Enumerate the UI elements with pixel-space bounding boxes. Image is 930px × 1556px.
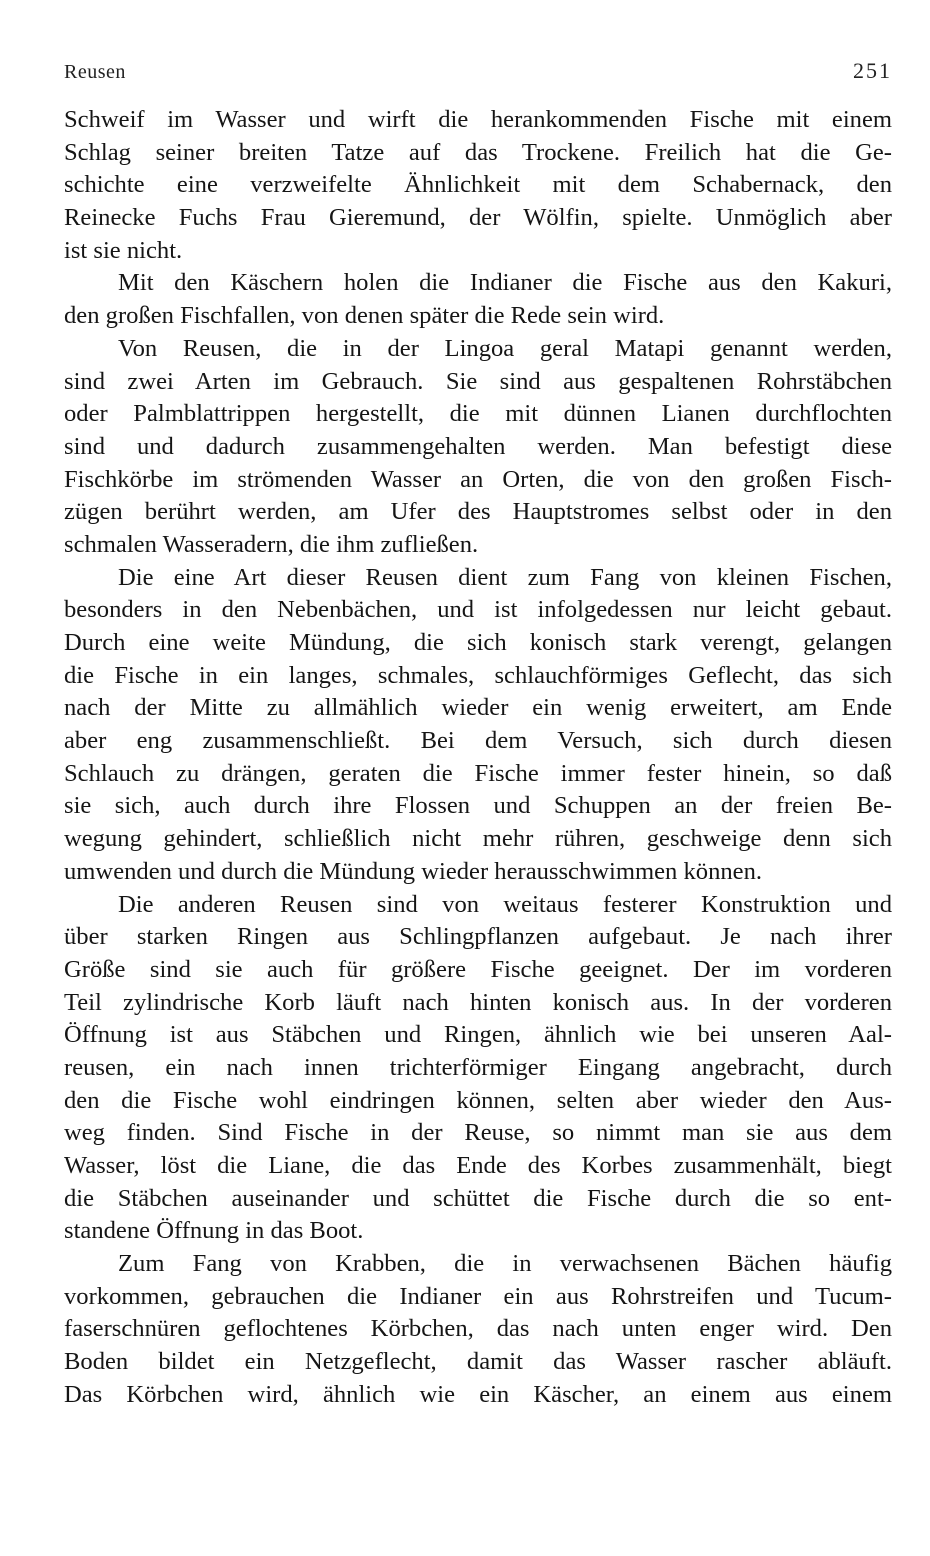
text-line: umwenden und durch die Mündung wieder herausschwimmen können.: [64, 857, 763, 885]
text-line: den die Fische wohl eindringen können, selten aber wieder den Aus-: [64, 1086, 892, 1114]
text-line: über starken Ringen aus Schlingpflanzen aufgebaut. Je nach ihrer: [64, 923, 892, 951]
text-line: den großen Fischfallen, von denen später die Rede sein wird.: [64, 302, 665, 330]
body-text: [64, 104, 892, 1412]
text-line: Schweif im Wasser und wirft die herankommenden Fische mit einem: [64, 106, 892, 133]
text-line: zügen berührt werden, am Ufer des Hauptstromes selbst oder in den: [64, 498, 892, 526]
text-line: Die eine Art dieser Reusen dient zum Fang von kleinen Fischen,: [118, 563, 892, 591]
text-line: Boden bildet ein Netzgeflecht, damit das Wasser rascher abläuft.: [64, 1348, 892, 1376]
text-line: Zum Fang von Krabben, die in verwachsenen Bächen häufig: [118, 1250, 892, 1278]
text-line: Größe sind sie auch für größere Fische geeignet. Der im vorderen: [64, 955, 892, 983]
text-line: Reinecke Fuchs Frau Gieremund, der Wölfin, spielte. Unmöglich aber: [64, 204, 892, 232]
text-line: standene Öffnung in das Boot.: [64, 1217, 364, 1245]
text-line: wegung gehindert, schließlich nicht mehr rühren, geschweige denn sich: [64, 825, 892, 853]
text-line: ist sie nicht.: [64, 236, 183, 264]
text-line: besonders in den Nebenbächen, und ist infolgedessen nur leicht gebaut.: [64, 596, 892, 624]
text-line: reusen, ein nach innen trichterförmiger Eingang angebracht, durch: [64, 1053, 892, 1081]
text-line: die Fische in ein langes, schmales, schlauchförmiges Geflecht, das sich: [64, 661, 892, 689]
text-line: Teil zylindrische Korb läuft nach hinten konisch aus. In der vorderen: [64, 988, 892, 1016]
text-line: sind zwei Arten im Gebrauch. Sie sind aus gespaltenen Rohrstäbchen: [64, 367, 892, 395]
text-line: Schlauch zu drängen, geraten die Fische immer fester hinein, so daß: [64, 759, 892, 787]
running-title: Reusen: [64, 61, 126, 83]
text-line: sie sich, auch durch ihre Flossen und Schuppen an der freien Be-: [64, 792, 892, 820]
text-line: Schlag seiner breiten Tatze auf das Trockene. Freilich hat die Ge-: [64, 138, 892, 166]
text-line: vorkommen, gebrauchen die Indianer ein aus Rohrstreifen und Tucum-: [64, 1282, 892, 1310]
text-line: oder Palmblattrippen hergestellt, die mit dünnen Lianen durchflochten: [64, 400, 892, 428]
running-head: [64, 58, 892, 104]
text-line: Durch eine weite Mündung, die sich konisch stark verengt, gelangen: [64, 629, 892, 656]
text-line: faserschnüren geflochtenes Körbchen, das nach unten enger wird. Den: [64, 1315, 892, 1343]
text-line: die Stäbchen auseinander und schüttet die Fische durch die so ent-: [64, 1184, 892, 1212]
text-line: Fischkörbe im strömenden Wasser an Orten, die von den großen Fisch-: [64, 465, 892, 493]
page-number: 251: [853, 58, 892, 83]
text-line: aber eng zusammenschließt. Bei dem Versuch, sich durch diesen: [64, 727, 892, 755]
text-line: Wasser, löst die Liane, die das Ende des Korbes zusammenhält, biegt: [64, 1152, 892, 1179]
text-line: weg finden. Sind Fische in der Reuse, so nimmt man sie aus dem: [64, 1119, 892, 1147]
text-line: sind und dadurch zusammengehalten werden. Man befestigt diese: [64, 432, 892, 460]
text-line: schichte eine verzweifelte Ähnlichkeit mit dem Schabernack, den: [64, 171, 892, 199]
text-line: Die anderen Reusen sind von weitaus festerer Konstruktion und: [118, 890, 892, 918]
text-line: Mit den Käschern holen die Indianer die Fische aus den Kakuri,: [118, 269, 892, 297]
book-page: [64, 58, 892, 1412]
text-line: Öffnung ist aus Stäbchen und Ringen, ähnlich wie bei unseren Aal-: [64, 1021, 892, 1049]
text-line: schmalen Wasseradern, die ihm zufließen.: [64, 530, 479, 558]
text-line: Das Körbchen wird, ähnlich wie ein Käscher, an einem aus einem: [64, 1380, 892, 1408]
text-line: Von Reusen, die in der Lingoa geral Matapi genannt werden,: [118, 334, 892, 362]
text-line: nach der Mitte zu allmählich wieder ein wenig erweitert, am Ende: [64, 694, 892, 722]
